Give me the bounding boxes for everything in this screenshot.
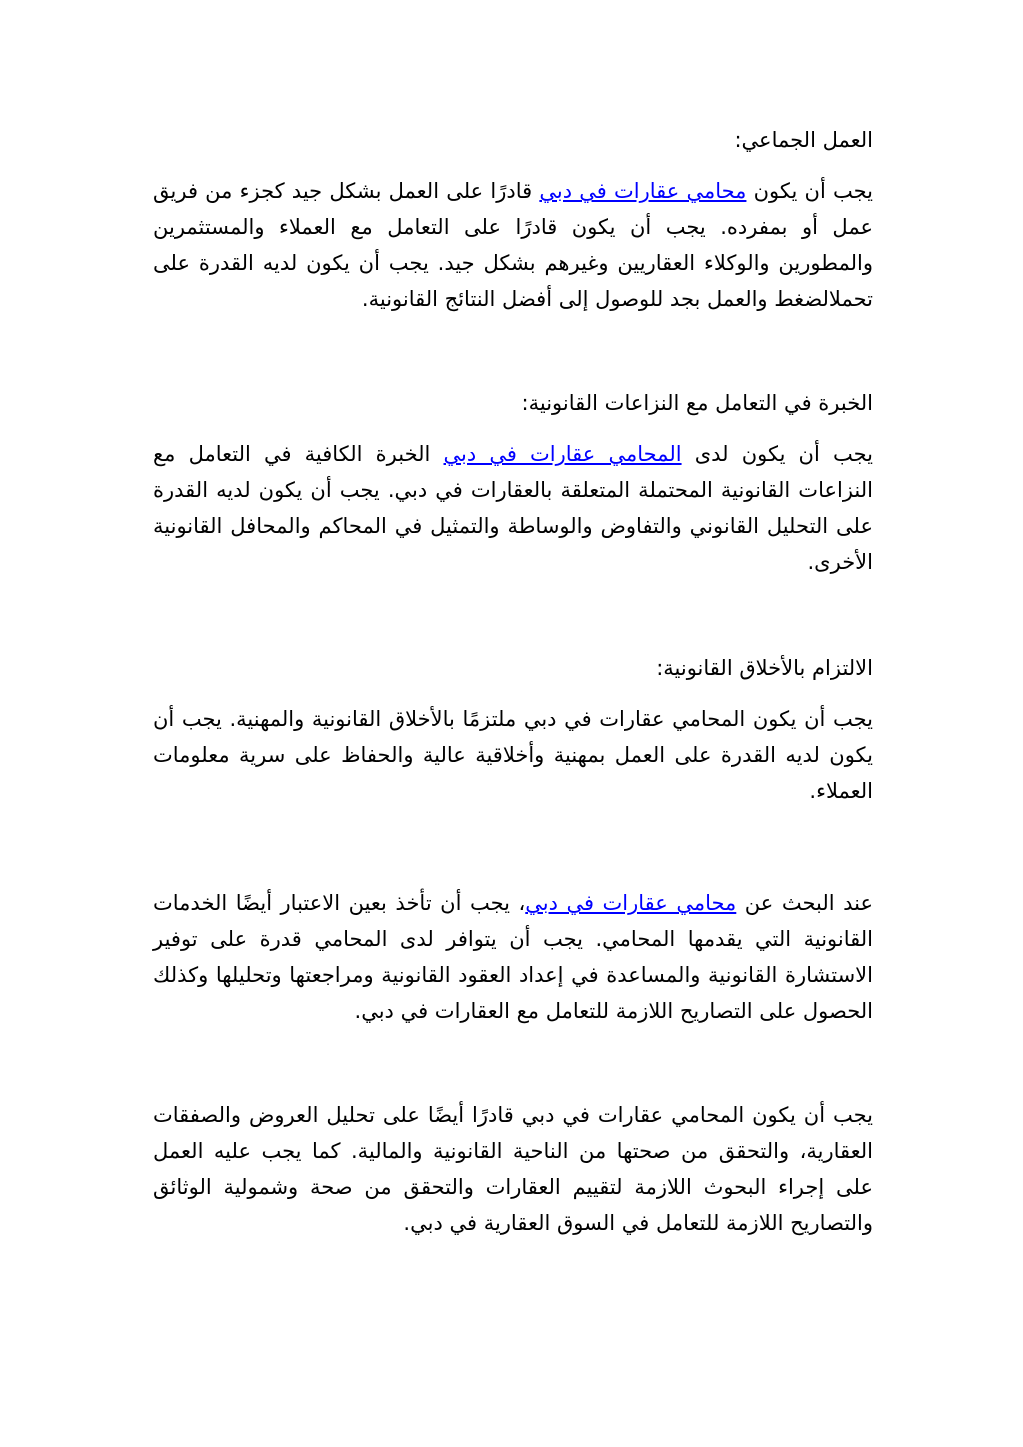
section-teamwork xyxy=(153,122,873,317)
lawyer-dubai-link[interactable]: محامي عقارات في دبي xyxy=(539,179,747,203)
section-deal-analysis xyxy=(153,1097,873,1241)
document-body xyxy=(153,122,873,1309)
section-paragraph: يجب أن يكون المحامي عقارات في دبي قادرًا أيضًا على تحليل العروض والصفقات العقارية، والتحقق من صحتها من الناحية القانونية والمالية. كما يجب عليه العمل على إجراء البحوث اللازمة لتقييم العقارات والتحقق من صحة وشمولية الوثائق والتصاريح اللازمة للتعامل في السوق العقارية في دبي. xyxy=(153,1103,873,1235)
section-heading: العمل الجماعي: xyxy=(734,128,873,152)
section-paragraph: يجب أن يكون المحامي عقارات في دبي ملتزمًا بالأخلاق القانونية والمهنية. يجب أن يكون لديه القدرة على العمل بمهنية وأخلاقية عالية والحفاظ على سرية معلومات العملاء. xyxy=(153,707,873,803)
paragraph-text: يجب أن يكون xyxy=(746,179,874,203)
paragraph-text: الخبرة الكافية في التعامل مع النزاعات القانونية المحتملة المتعلقة بالعقارات في دبي. يجب أن يكون لديه القدرة على التحليل القانوني والتفاوض والوساطة والتمثيل في المحاكم والمحافل القانونية الأخرى. xyxy=(153,442,873,574)
section-paragraph xyxy=(153,173,873,317)
section-paragraph xyxy=(153,885,873,1029)
paragraph-text: قادرًا على العمل بشكل جيد كجزء من فريق عمل أو بمفرده. يجب أن يكون قادرًا على التعامل مع العملاء والمستثمرين والمطورين والوكلاء العقاريين وغيرهم بشكل جيد. يجب أن يكون لديه القدرة على تحملالضغط والعمل بجد للوصول إلى أفضل النتائج القانونية. xyxy=(153,179,873,311)
section-paragraph xyxy=(153,436,873,580)
lawyer-dubai-link[interactable]: المحامي عقارات في دبي xyxy=(443,442,682,466)
lawyer-dubai-link[interactable]: محامي عقارات في دبي xyxy=(525,891,737,915)
section-heading: الالتزام بالأخلاق القانونية: xyxy=(656,656,873,680)
paragraph-text: ، يجب أن تأخذ بعين الاعتبار أيضًا الخدمات القانونية التي يقدمها المحامي. يجب أن يتوافر لدى المحامي قدرة على توفير الاستشارة القانونية والمساعدة في إعداد العقود القانونية ومراجعتها وتحليلها وكذلك الحصول على التصاريح اللازمة للتعامل مع العقارات في دبي. xyxy=(153,891,873,1023)
section-dispute-experience xyxy=(153,385,873,580)
section-legal-services xyxy=(153,885,873,1029)
paragraph-text: يجب أن يكون لدى xyxy=(681,442,873,466)
section-legal-ethics xyxy=(153,650,873,809)
section-heading: الخبرة في التعامل مع النزاعات القانونية: xyxy=(521,391,873,415)
paragraph-text: عند البحث عن xyxy=(736,891,873,915)
